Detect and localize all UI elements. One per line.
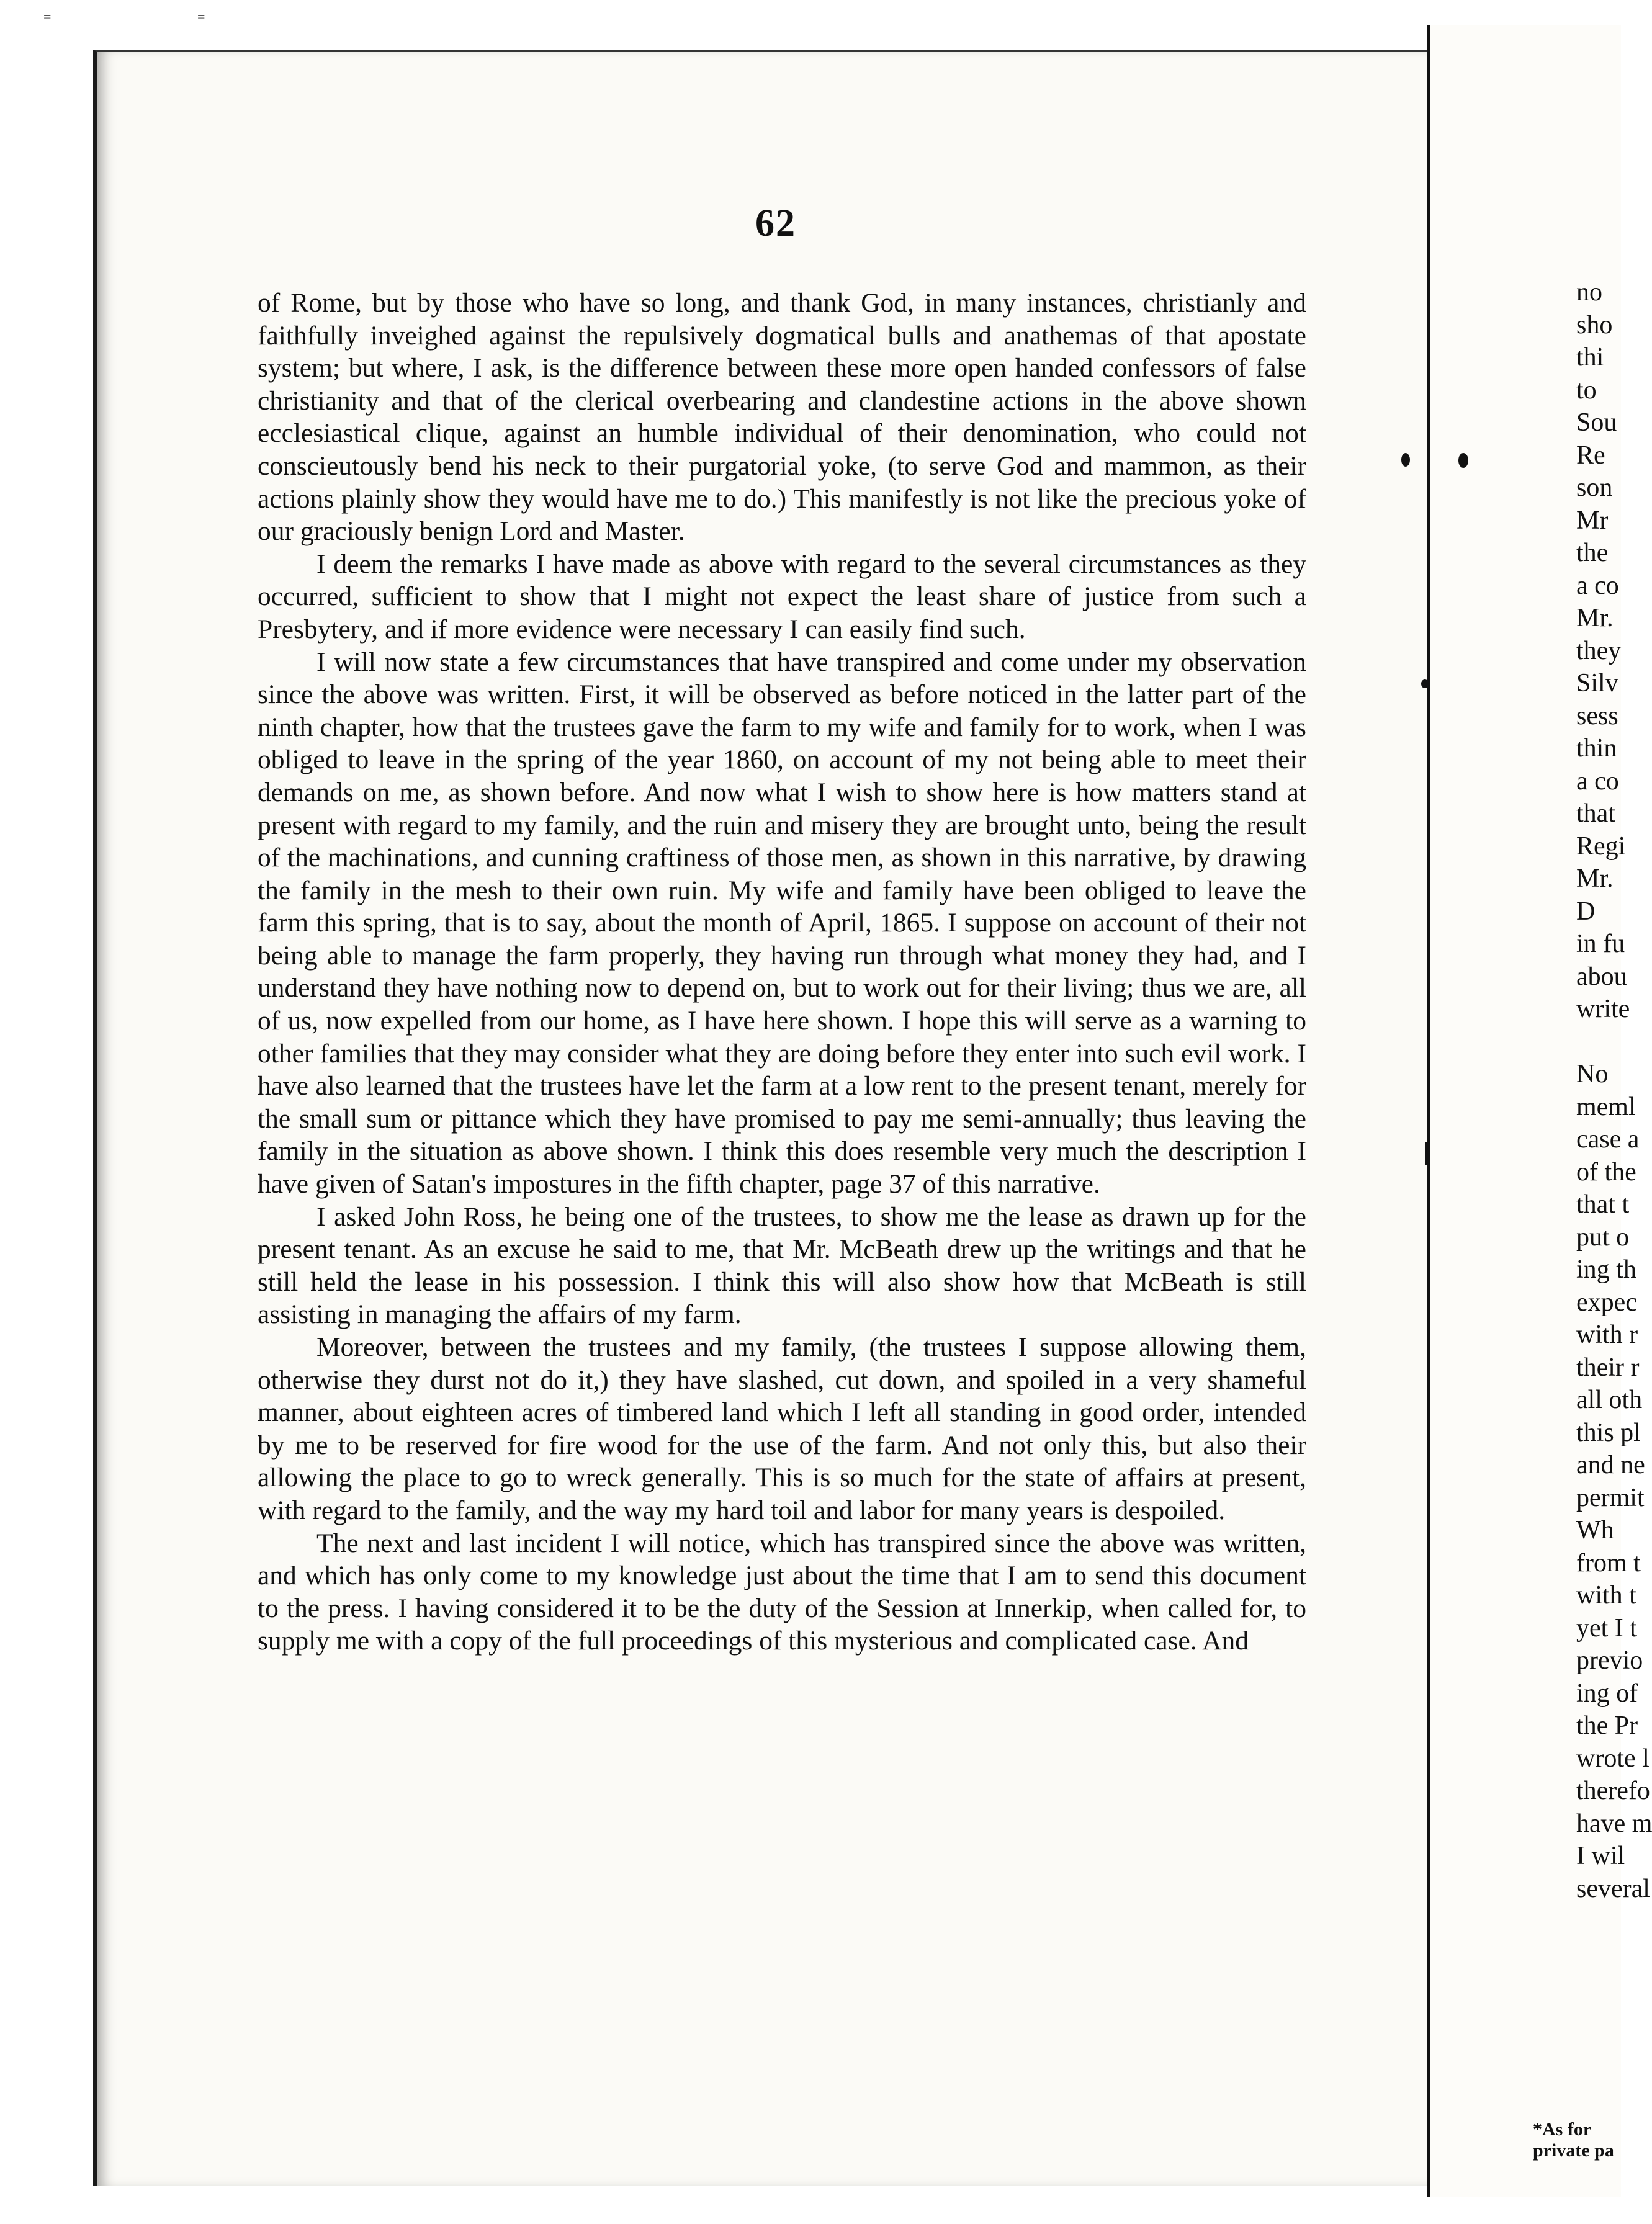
right-fragment-line: sho (1576, 310, 1613, 339)
right-fragment-line: their r (1576, 1353, 1640, 1382)
corner-mark-left: = (43, 9, 52, 24)
right-fragment-line: thi (1576, 343, 1604, 372)
right-fragment-line: case a (1576, 1125, 1640, 1154)
right-fragment-line: they (1576, 636, 1622, 665)
corner-mark-right: = (197, 9, 205, 24)
right-fragment-line: and ne (1576, 1451, 1645, 1479)
right-fragment-line: Regi (1576, 832, 1626, 861)
right-fragment-line (1576, 1026, 1620, 1059)
right-fragment-line: several (1576, 1874, 1650, 1903)
right-fragment-line: a co (1576, 571, 1619, 600)
right-fragment-line: meml (1576, 1092, 1636, 1121)
right-fragment-line: put o (1576, 1222, 1630, 1252)
paragraph-6: The next and last incident I will notice, which has transpired since the above was written, and which has only come to my knowledge just about the time that I am to send this document to the press. I having considered it to be the duty of the Session at Innerkip, when called for, to supply me with a copy of the full proceedings of this mysterious and complicated case. And (258, 1528, 1306, 1656)
right-fragment-line: the Pr (1576, 1711, 1638, 1740)
right-fragment-line: with t (1576, 1581, 1636, 1610)
right-fragment-line: previo (1576, 1646, 1643, 1675)
right-fragment-line: Mr. (1576, 864, 1614, 893)
right-page-text-fragments (1576, 276, 1652, 1905)
right-fragment-line: in fu (1576, 930, 1625, 958)
right-fragment-line: son (1576, 473, 1613, 502)
right-fragment-line: that (1576, 799, 1615, 828)
page-number: 62 (755, 202, 796, 244)
ink-speck (1421, 679, 1429, 688)
right-fragment-line: Silv (1576, 669, 1618, 697)
footnote-line: *As for (1533, 2119, 1592, 2140)
right-fragment-line: with r (1576, 1320, 1638, 1349)
ink-speck (1458, 453, 1468, 468)
right-fragment-line: sess (1576, 701, 1618, 730)
right-fragment-line: therefo (1576, 1777, 1650, 1805)
right-fragment-line: Mr (1576, 506, 1609, 535)
right-fragment-line: no (1576, 278, 1602, 307)
footnote-line: private pa (1533, 2140, 1614, 2161)
right-fragment-line: expec (1576, 1288, 1637, 1317)
right-fragment-line: write (1576, 995, 1630, 1023)
right-fragment-line: Mr. (1576, 604, 1614, 632)
right-fragment-line: yet I t (1576, 1613, 1637, 1643)
right-fragment-line: Wh (1576, 1516, 1614, 1545)
right-fragment-line: all oth (1576, 1386, 1643, 1414)
right-fragment-line: I wil (1576, 1842, 1625, 1870)
right-fragment-line: wrote l (1576, 1744, 1650, 1773)
paragraph-4: I asked John Ross, he being one of the trustees, to show me the lease as drawn up for the present tenant. As an excuse he said to me, that Mr. McBeath drew up the writings and that he still held the lease in his possession. I think this will also show how that McBeath is still assisting in managing the affairs of my farm. (258, 1201, 1306, 1330)
right-fragment-line: from t (1576, 1548, 1641, 1577)
right-fragment-line: a co (1576, 766, 1619, 796)
right-fragment-line: to (1576, 375, 1597, 405)
paragraph-3: I will now state a few circumstances that have transpired and come under my observation since the above was written. First, it will be observed as before noticed in the latter part of the ninth chapter, how that the trustees gave the farm to my wife and family for to work, when I was obliged to leave in the spring of the year 1860, on account of my not being able to meet their demands on me, as shown before. And now what I wish to show here is how matters stand at present with regard to my family, and the ruin and misery they are brought unto, being the result of the machinations, and cunning craftiness of those men, as shown in this narrative, by drawing the family in the mesh to their own ruin. My wife and family have been obliged to leave the farm this spring, that is to say, about the month of April, 1865. I suppose on account of their not being able to manage the farm properly, they having run through what money they had, and I understand they have nothing now to depend on, but to work out for their living; thus we are, all of us, now expelled from our home, as I have here shown. I hope this will serve as a warning to other families that they may consider what they are doing before they enter into such evil work. I have also learned that the trustees have let the farm at a low rent to the present tenant, merely for the small sum or pittance which they have promised to pay me semi-annually; thus leaving the family in the situation as above shown. I think this does resemble very much the description I have given of Satan's impostures in the fifth chapter, page 37 of this narrative. (258, 647, 1306, 1199)
ink-speck (1401, 453, 1410, 467)
right-page-footnote (1533, 2119, 1614, 2161)
paragraph-2: I deem the remarks I have made as above with regard to the several circumstances as they occurred, sufficient to show that I might not expect the least share of justice from such a Presbytery, and if more evidence were necessary I can easily find such. (258, 549, 1306, 644)
right-fragment-line: thin (1576, 734, 1617, 763)
paragraph-5: Moreover, between the trustees and my family, (the trustees I suppose allowing them, otherwise they durst not do it,) they have slashed, cut down, and spoiled in a very shameful manner, about eighteen acres of timbered land which I left all standing in good order, intended by me to be reserved for fire wood for the use of the farm. And not only this, but also their allowing the place to go to wreck generally. This is so much for the state of affairs at present, with regard to the family, and the way my hard toil and labor for many years is despoiled. (258, 1332, 1306, 1525)
right-fragment-line: of the (1576, 1157, 1636, 1186)
right-fragment-line: Sou (1576, 408, 1617, 437)
right-fragment-line: abou (1576, 962, 1627, 991)
right-fragment-line: D (1576, 897, 1596, 926)
right-fragment-line: the (1576, 539, 1609, 567)
paragraph-1: of Rome, but by those who have so long, and thank God, in many instances, christianly and faithfully inveighed against the repulsively dogmatical bulls and anathemas of that apostate system; but where, I ask, is the difference between these more open handed confessors of false christianity and that of the clerical overbearing and clandestine actions in the above shown ecclesiastical clique, against an humble individual of their denomination, who could not conscieutously bend his neck to their purgatorial yoke, (to serve God and mammon, as their actions plainly show they would have me to do.) This manifestly is not like the precious yoke of our graciously benign Lord and Master. (258, 288, 1306, 547)
right-fragment-line: have m (1576, 1809, 1652, 1838)
right-fragment-line: Re (1576, 441, 1605, 470)
ink-speck (1425, 1142, 1430, 1165)
body-text (258, 287, 1306, 1657)
right-fragment-line: ing of (1576, 1679, 1638, 1708)
right-fragment-line: ing th (1576, 1255, 1636, 1284)
right-fragment-line: No (1576, 1060, 1609, 1088)
right-fragment-line: this pl (1576, 1418, 1641, 1447)
right-fragment-line: permit (1576, 1483, 1645, 1512)
right-fragment-line: that t (1576, 1190, 1630, 1219)
